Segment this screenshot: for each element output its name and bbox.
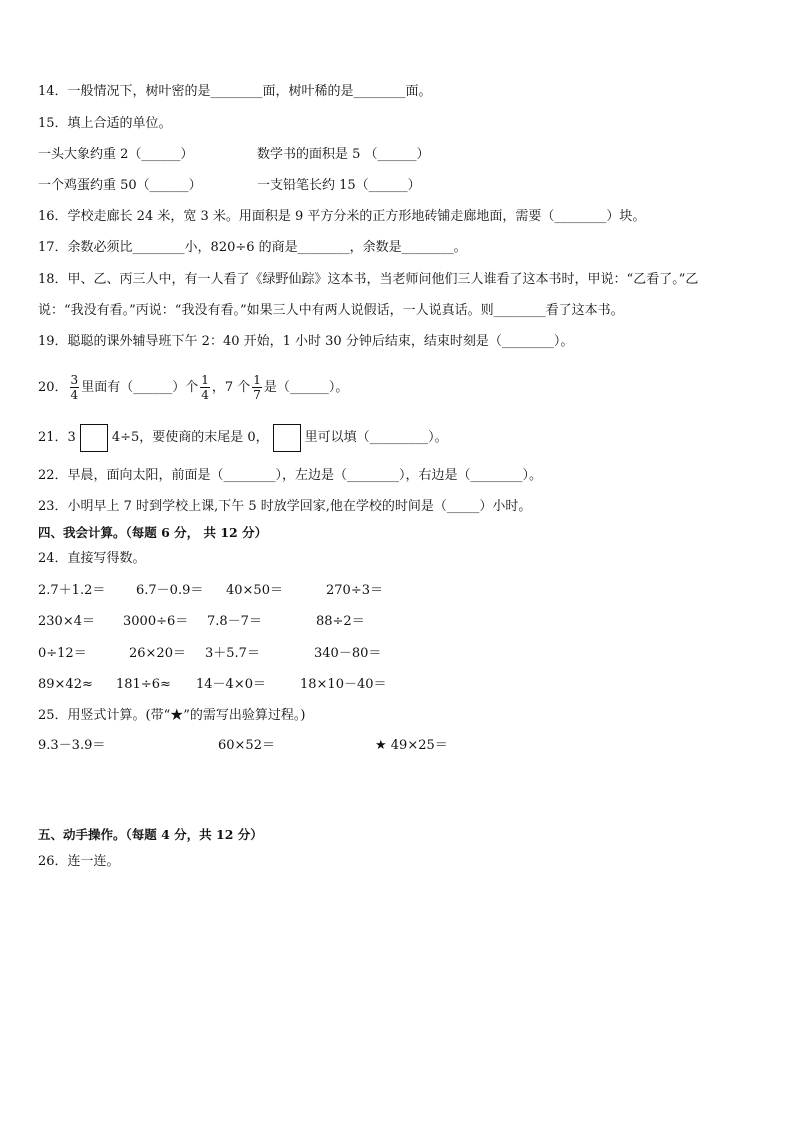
fraction-numerator: 1 — [253, 373, 261, 387]
q25-c: ★ 49×25＝ — [375, 738, 448, 753]
fraction-3-4 — [70, 373, 80, 402]
q17: 17．余数必须比________小，820÷6 的商是________，余数是________。 — [38, 240, 467, 255]
answer-box[interactable] — [273, 424, 301, 452]
q24-item: 0÷12＝ — [38, 646, 87, 661]
q15-c: 一个鸡蛋约重 50（______） — [38, 178, 202, 193]
q25-title: 25．用竖式计算。(带“★”的需写出验算过程。) — [38, 708, 306, 723]
section-5-title: 五、动手操作。（每题 4 分，共 12 分） — [38, 827, 263, 842]
q25-b: 60×52＝ — [218, 738, 275, 753]
q16: 16．学校走廊长 24 米，宽 3 米。用面积是 9 平方分米的正方形地砖铺走廊地面，需要（________）块。 — [38, 209, 646, 224]
q20 — [38, 366, 348, 410]
q20-prefix: 20． — [38, 380, 68, 395]
q21-suffix: 里可以填（_________）。 — [304, 430, 448, 445]
section-4-title: 四、我会计算。（每题 6 分， 共 12 分） — [38, 525, 268, 540]
q24-item: 3＋5.7＝ — [205, 646, 260, 661]
q24-item: 230×4＝ — [38, 614, 95, 629]
q15-title: 15．填上合适的单位。 — [38, 116, 172, 131]
q21 — [38, 422, 448, 454]
q24-item: 18×10－40＝ — [300, 677, 387, 692]
q24-item: 270÷3＝ — [326, 583, 383, 598]
fraction-1-7 — [252, 373, 262, 402]
fraction-denominator: 4 — [201, 388, 209, 402]
q24-item: 7.8－7＝ — [207, 614, 262, 629]
q24-item: 26×20＝ — [129, 646, 186, 661]
q14: 14．一般情况下，树叶密的是________面，树叶稀的是________面。 — [38, 84, 432, 99]
q15-b: 数学书的面积是 5 （______） — [257, 147, 430, 162]
q24-item: 3000÷6＝ — [123, 614, 189, 629]
q18-line2: 说：“我没有看。”丙说：“我没有看。”如果三人中有两人说假话，一人说真话。则________看了这本书。 — [38, 303, 624, 318]
q24-item: 181÷6≈ — [116, 677, 171, 692]
answer-box[interactable] — [80, 424, 108, 452]
fraction-denominator: 7 — [253, 388, 261, 402]
fraction-numerator: 3 — [70, 373, 79, 387]
q24-item: 340－80＝ — [314, 646, 382, 661]
q24-title: 24．直接写得数。 — [38, 551, 146, 566]
q25-a: 9.3－3.9＝ — [38, 738, 106, 753]
q24-item: 88÷2＝ — [316, 614, 365, 629]
q15-a: 一头大象约重 2（______） — [38, 147, 194, 162]
q22: 22．早晨，面向太阳，前面是（________），左边是（________），右边是（________）。 — [38, 468, 543, 483]
q20-mid2: ，7 个 — [211, 380, 251, 395]
q24-item: 40×50＝ — [226, 583, 283, 598]
fraction-1-4 — [200, 373, 210, 402]
q24-item: 2.7＋1.2＝ — [38, 583, 106, 598]
q24-item: 89×42≈ — [38, 677, 93, 692]
q20-suffix: 是（______）。 — [263, 380, 349, 395]
q18-line1: 18．甲、乙、丙三人中，有一人看了《绿野仙踪》这本书，当老师问他们三人谁看了这本书时，甲说：“乙看了。”乙 — [38, 272, 699, 287]
q23: 23．小明早上 7 时到学校上课,下午 5 时放学回家,他在学校的时间是（_____）小时。 — [38, 499, 532, 514]
q20-mid1: 里面有（______）个 — [81, 380, 199, 395]
q24-item: 14－4×0＝ — [196, 677, 266, 692]
q21-mid: 4÷5，要使商的末尾是 0， — [111, 430, 269, 445]
q26-title: 26．连一连。 — [38, 854, 120, 869]
fraction-denominator: 4 — [70, 388, 79, 402]
q24-item: 6.7－0.9＝ — [136, 583, 204, 598]
q15-d: 一支铅笔长约 15（______） — [257, 178, 421, 193]
fraction-numerator: 1 — [201, 373, 209, 387]
q19: 19．聪聪的课外辅导班下午 2：40 开始，1 小时 30 分钟后结束，结束时刻是（________）。 — [38, 334, 574, 349]
q21-prefix: 21．3 — [38, 430, 76, 445]
